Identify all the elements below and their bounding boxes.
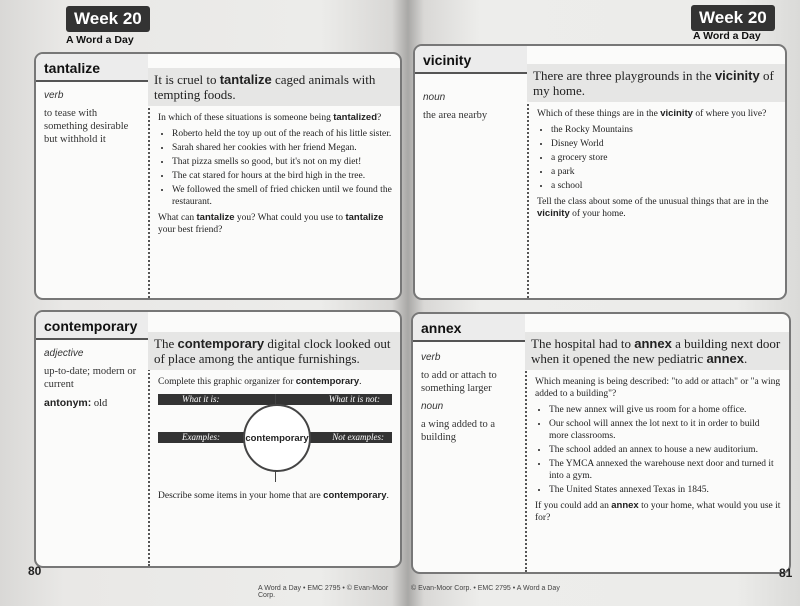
list-item: • The school added an annex to house a new auditorium.: [549, 444, 781, 456]
dotted-divider: [527, 84, 529, 298]
vocab-word: annex: [413, 314, 525, 342]
page-subtitle: A Word a Day: [66, 34, 134, 46]
page-footer: A Word a Day • EMC 2795 • © Evan-Moor Corp.: [258, 585, 389, 599]
week-label: Week 20: [66, 6, 150, 32]
part-of-speech: verb: [44, 90, 64, 101]
antonym: antonym: old: [44, 397, 108, 409]
list-item: • The United States annexed Texas in 1845.: [549, 484, 781, 496]
part-of-speech: noun: [423, 92, 446, 103]
dotted-divider: [525, 352, 527, 572]
organizer-center-label: contemporary: [245, 432, 309, 444]
bullet-list: [158, 128, 392, 208]
week-label: Week 20: [691, 5, 775, 31]
list-item: • Our school will annex the lot next to it in order to build more classrooms.: [549, 418, 781, 442]
vocab-word: contemporary: [36, 312, 148, 340]
example-sentence: The hospital had to annex a building next door when it opened the new pediatric annex.: [525, 332, 789, 370]
page-subtitle: A Word a Day: [693, 30, 761, 42]
page-footer: © Evan-Moor Corp. • EMC 2795 • A Word a Day: [411, 585, 560, 592]
word-card-annex: [411, 312, 791, 574]
bullet-list: [535, 404, 781, 496]
follow-up-question: Describe some items in your home that are contemporary.: [158, 490, 389, 501]
organizer-center-circle: [243, 404, 311, 472]
list-item: • The YMCA annexed the warehouse next door and turned it into a gym.: [549, 458, 781, 482]
vocab-word: vicinity: [415, 46, 527, 74]
right-page: [405, 0, 800, 606]
list-item: • a school: [551, 180, 777, 192]
word-column: [413, 314, 525, 572]
list-item: • We followed the smell of fried chicken until we found the restaurant.: [172, 184, 392, 208]
organizer-label-examples: Examples:: [182, 432, 220, 442]
word-column: [36, 312, 148, 566]
list-item: • The cat stared for hours at the bird high in the tree.: [172, 170, 392, 182]
list-item: • a grocery store: [551, 152, 777, 164]
definition: a wing added to a building: [421, 419, 496, 443]
definition: to tease with something desirable but withhold it: [44, 108, 129, 145]
page-number: 80: [28, 564, 42, 578]
vocab-word: tantalize: [36, 54, 148, 82]
word-card-vicinity: [413, 44, 787, 300]
list-item: • Roberto held the toy up out of the reach of his little sister.: [172, 128, 392, 140]
bullet-list: [537, 124, 777, 192]
list-item: • Sarah shared her cookies with her friend Megan.: [172, 142, 392, 154]
dotted-divider: [148, 350, 150, 566]
word-card-contemporary: [34, 310, 402, 568]
list-item: • The new annex will give us room for a home office.: [549, 404, 781, 416]
word-column: [36, 54, 148, 298]
question: Complete this graphic organizer for contemporary.: [158, 376, 362, 387]
activity-column: [154, 60, 392, 292]
list-item: • the Rocky Mountains: [551, 124, 777, 136]
part-of-speech: verb: [421, 352, 441, 363]
word-column: [415, 46, 527, 298]
activity-column: [531, 320, 781, 566]
dotted-divider: [148, 92, 150, 298]
question: In which of these situations is someone being tantalized?: [158, 112, 382, 123]
follow-up-question: If you could add an annex to your home, what would you use it for?: [535, 500, 781, 523]
list-item: • a park: [551, 166, 777, 178]
follow-up-question: What can tantalize you? What could you use to tantalize your best friend?: [158, 212, 384, 235]
list-item: • Disney World: [551, 138, 777, 150]
question: Which of these things are in the vicinity of where you live?: [537, 108, 767, 119]
page-number: 81: [779, 566, 793, 580]
word-card-tantalize: [34, 52, 402, 300]
organizer-label-not-examples: Not examples:: [332, 432, 384, 442]
follow-up-question: Tell the class about some of the unusual things that are in the vicinity of your home.: [537, 197, 769, 219]
part-of-speech: noun: [421, 401, 444, 412]
organizer-label-what-it-is-not: What it is not:: [328, 394, 380, 404]
list-item: • That pizza smells so good, but it's not on my diet!: [172, 156, 392, 168]
definition: the area nearby: [423, 110, 488, 121]
example-sentence: There are three playgrounds in the vicinity of my home.: [527, 64, 785, 102]
question: Which meaning is being described: "to add or attach" or "a wing added to a building"?: [535, 377, 781, 399]
definition: to add or attach to something larger: [421, 370, 497, 394]
definition: up-to-date; modern or current: [44, 366, 137, 390]
example-sentence: The contemporary digital clock looked out of place among the antique furnishings.: [148, 332, 400, 370]
organizer-label-what-it-is: What it is:: [182, 394, 220, 404]
activity-column: [154, 318, 392, 560]
part-of-speech: adjective: [44, 348, 84, 359]
example-sentence: It is cruel to tantalize caged animals with tempting foods.: [148, 68, 400, 106]
graphic-organizer: [158, 394, 392, 482]
activity-column: [533, 52, 777, 292]
